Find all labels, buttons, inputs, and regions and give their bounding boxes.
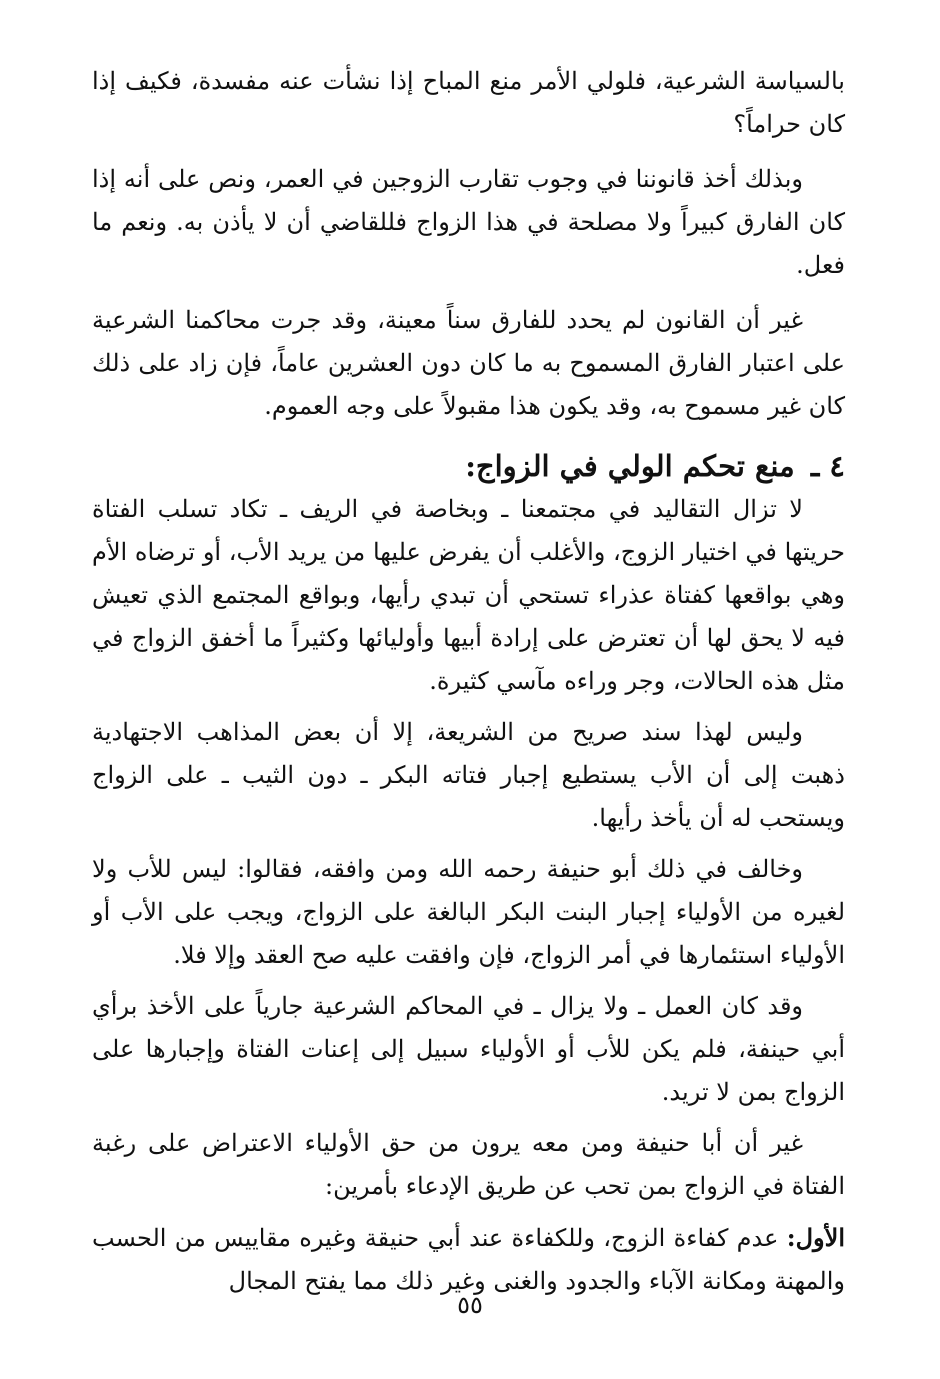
paragraph-traditions: لا تزال التقاليد في مجتمعنا ـ وبخاصة في الريف ـ تكاد تسلب الفتاة حريتها في اختيار الزوج، والأغلب أن يفرض عليها من يريد الأب، أو ترضاه الأم وهي بواقعها كفتاة عذراء تستحي أن تبدي رأيها، وبواقع المجتمع الذي تعيش فيه لا يحق لها أن تعترض على إرادة أبيها وأوليائها وكثيراً ما أخفق الزواج في مثل هذه الحالات، وجر وراءه مآسي كثيرة. <box>92 495 845 695</box>
page-number: ٥٥ <box>457 1291 483 1319</box>
section-number: ٤ ـ <box>810 449 845 483</box>
paragraph-no-sharia-basis: وليس لهذا سند صريح من الشريعة، إلا أن بعض المذاهب الاجتهادية ذهبت إلى أن الأب يستطيع إجبار فتاته البكر ـ دون الثيب ـ على الزواج ويستحب له أن يأخذ رأيها. <box>92 718 845 832</box>
paragraph-age-limit: غير أن القانون لم يحدد للفارق سناً معينة، وقد جرت محاكمنا الشرعية على اعتبار الفارق المسموح به ما كان دون العشرين عاماً، فإن زاد على ذلك كان غير مسموح به، وقد يكون هذا مقبولاً على وجه العموم. <box>92 306 845 420</box>
first-point-label: الأول: <box>786 1223 845 1252</box>
paragraph-guardian-objection: غير أن أبا حنيفة ومن معه يرون من حق الأولياء الاعتراض على رغبة الفتاة في الزواج بمن تحب عن طريق الإدعاء بأمرين: <box>92 1129 845 1200</box>
paragraph-law-age-gap: وبذلك أخذ قانوننا في وجوب تقارب الزوجين في العمر، ونص على أنه إذا كان الفارق كبيراً ولا مصلحة في هذا الزواج فللقاضي أن لا يأذن به. ونعم ما فعل. <box>92 165 845 279</box>
page-body <box>92 60 845 1303</box>
section-title: منع تحكم الولي في الزواج: <box>465 449 795 483</box>
paragraph-abu-hanifa: وخالف في ذلك أبو حنيفة رحمه الله ومن وافقه، فقالوا: ليس للأب ولا لغيره من الأولياء إجبار البنت البكر البالغة على الزواج، ويجب على الأب أو الأولياء استئمارها في أمر الزواج، فإن وافقت عليه صح العقد وإلا فلا. <box>92 855 845 969</box>
paragraph-continuation: بالسياسة الشرعية، فلولي الأمر منع المباح إذا نشأت عنه مفسدة، فكيف إذا كان حراماً؟ <box>92 67 845 138</box>
paragraph-courts-practice: وقد كان العمل ـ ولا يزال ـ في المحاكم الشرعية جارياً على الأخذ برأي أبي حينفة، فلم يكن للأب أو الأولياء سبيل إلى إعنات الفتاة وإجبارها على الزواج بمن لا تريد. <box>92 992 845 1106</box>
section-heading <box>92 444 845 488</box>
first-point-text: عدم كفاءة الزوج، وللكفاءة عند أبي حنيقة وغيره مقاييس من الحسب والمهنة ومكانة الآباء والجدود والغنى وغير ذلك مما يفتح المجال <box>92 1224 845 1295</box>
